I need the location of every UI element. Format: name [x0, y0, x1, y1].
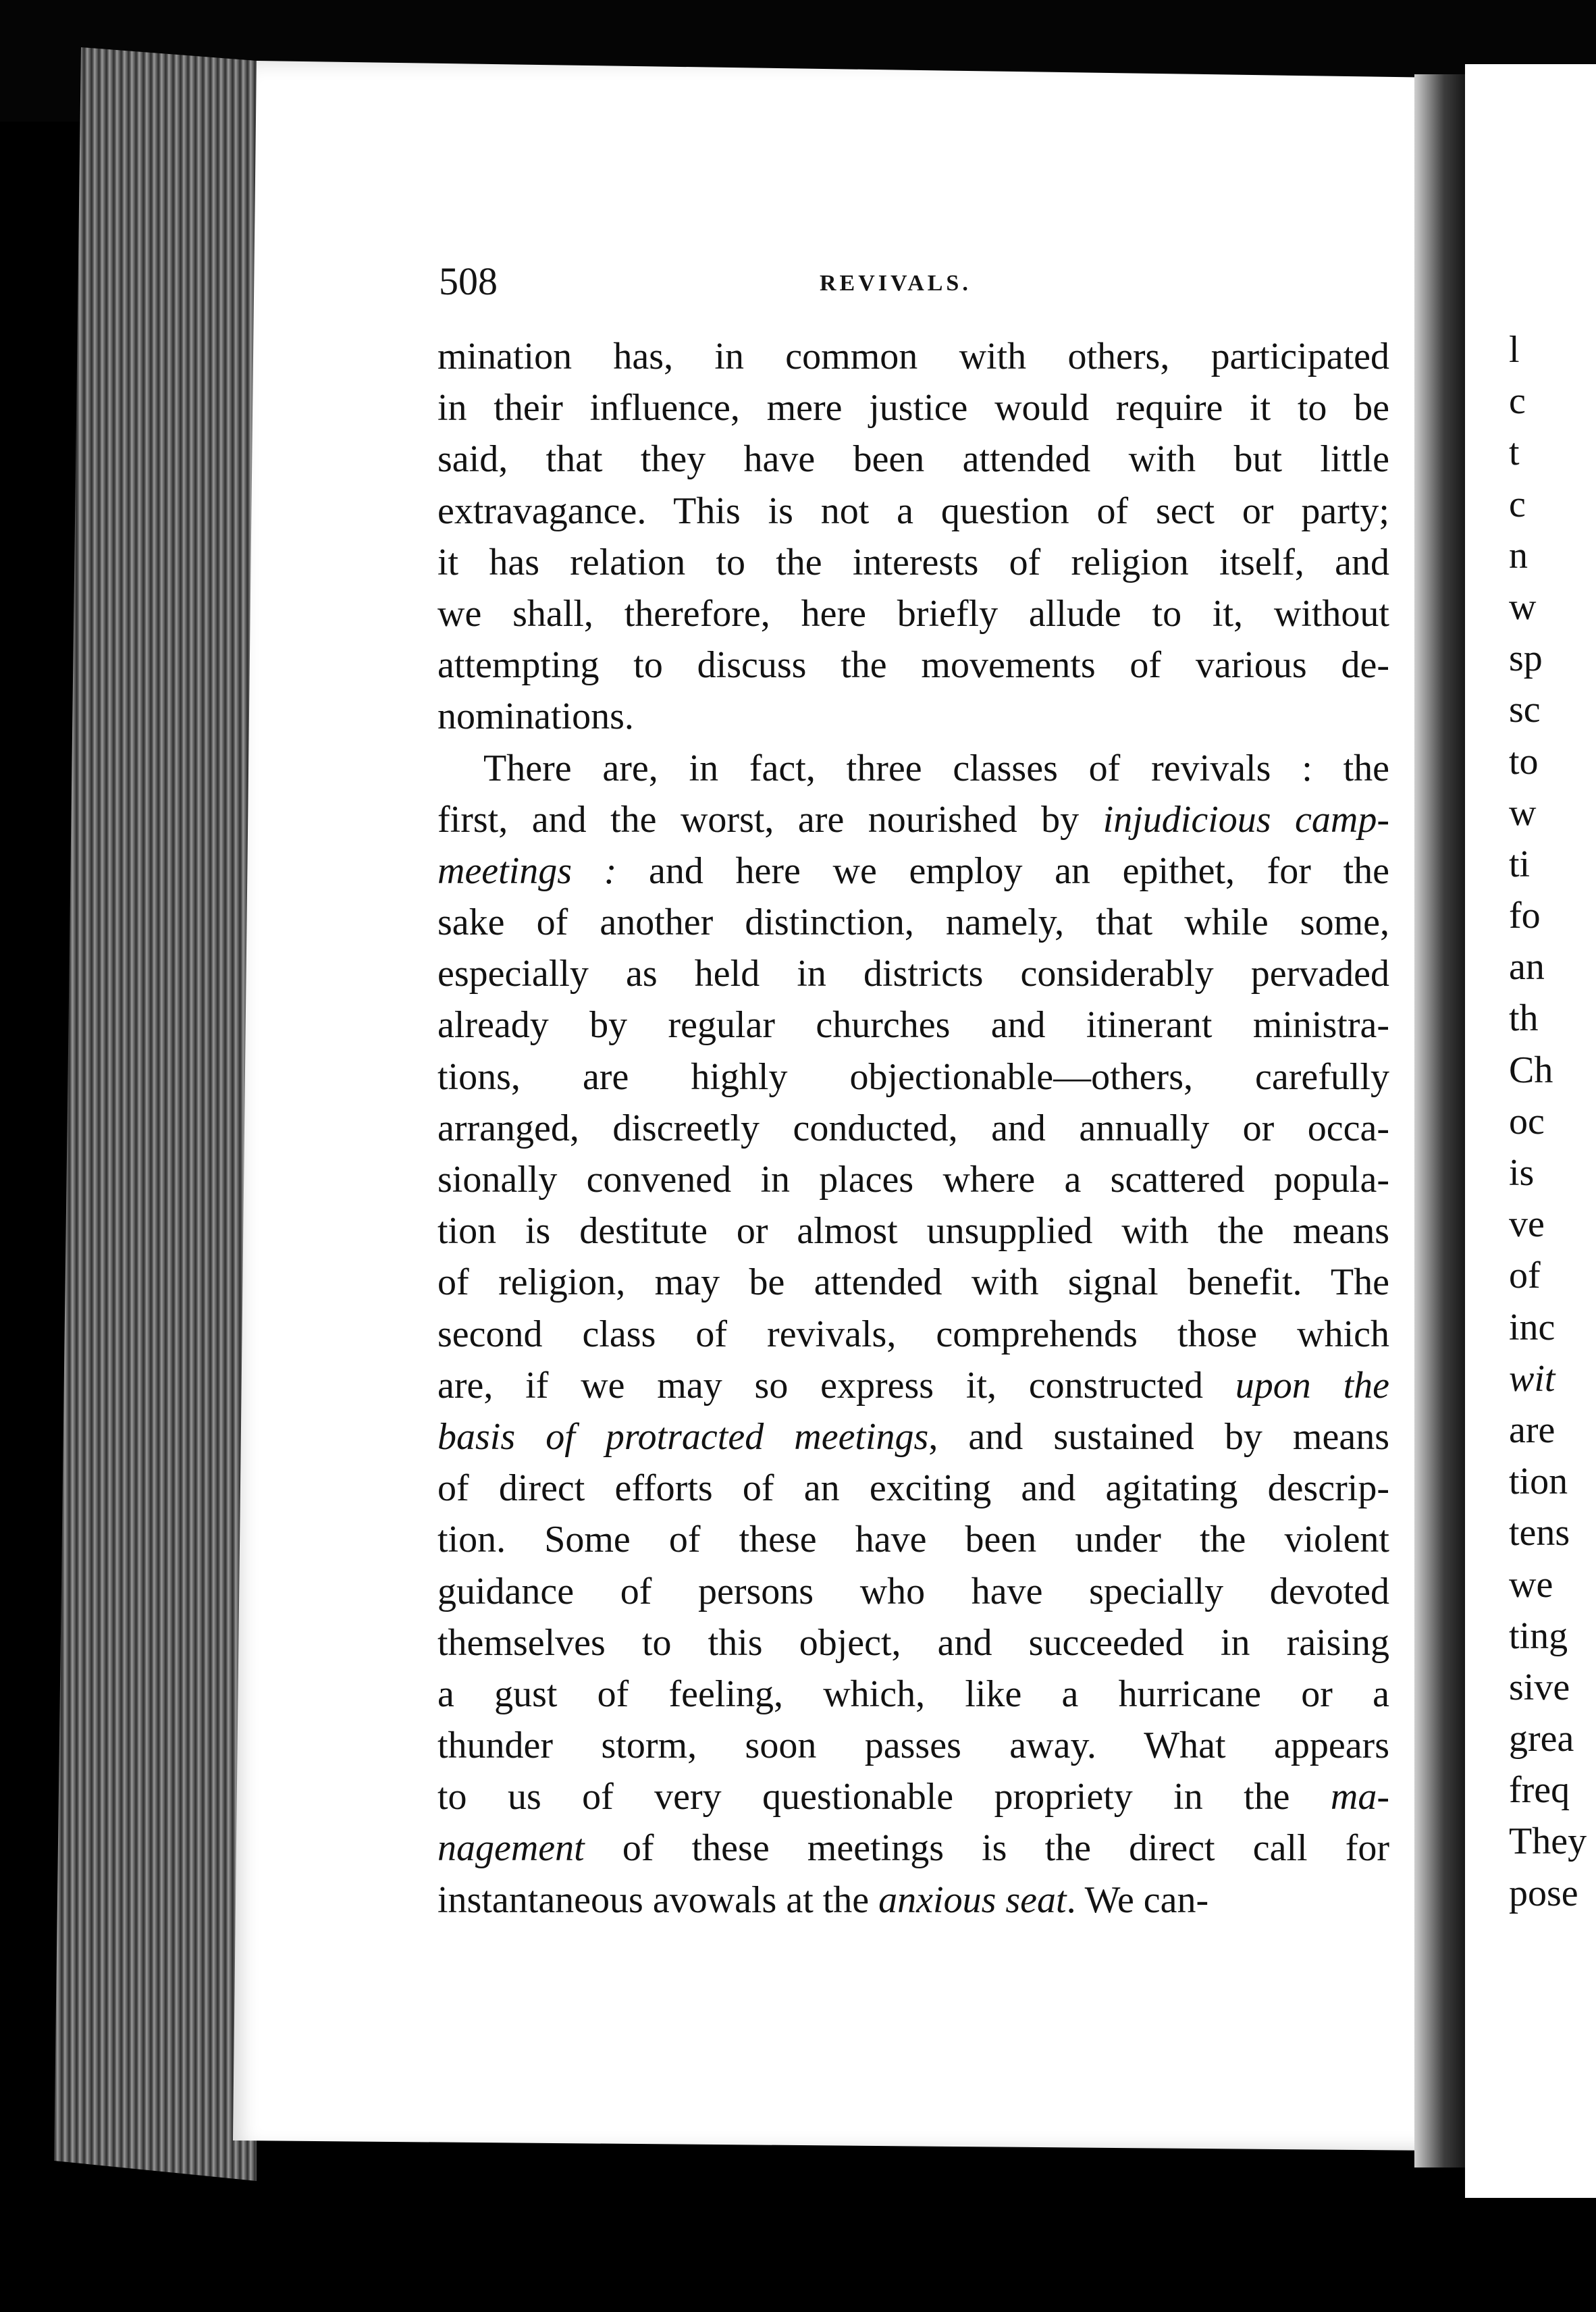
text-line — [437, 1514, 1389, 1565]
right-page-fragment: an — [1509, 946, 1545, 989]
text-segment: themselves to this object, and succeeded in raising — [437, 1621, 1389, 1664]
text-segment: said, that they have been attended with but little — [437, 438, 1389, 481]
text-line — [437, 743, 1389, 794]
page-number: 508 — [439, 259, 498, 303]
italic-text: nagement — [437, 1827, 585, 1870]
text-segment: of religion, may be attended with signal benefit. The — [437, 1261, 1389, 1304]
text-line — [437, 1822, 1389, 1874]
right-page-fragment: sive — [1509, 1666, 1570, 1708]
text-line — [437, 1103, 1389, 1154]
text-segment: we shall, therefore, here briefly allude to it, without — [437, 592, 1389, 635]
right-page-fragment: ve — [1509, 1203, 1545, 1246]
text-segment: attempting to discuss the movements of various de- — [437, 644, 1389, 687]
text-segment: in their influence, mere justice would require it to be — [437, 387, 1389, 429]
text-line — [437, 948, 1389, 999]
right-page-fragment: we — [1509, 1563, 1553, 1606]
text-segment: first, and the worst, are nourished by — [437, 798, 1103, 841]
text-line — [437, 1463, 1389, 1514]
right-page-fragment: They — [1509, 1820, 1587, 1863]
italic-text: meetings : — [437, 849, 617, 892]
text-segment: nominations. — [437, 695, 634, 738]
text-segment: instantaneous avowals at the — [437, 1878, 879, 1921]
text-line — [437, 434, 1389, 485]
book-gutter — [1414, 74, 1468, 2168]
right-page-fragment: t — [1509, 431, 1520, 474]
right-page-fragment: Ch — [1509, 1049, 1553, 1091]
right-page-fragment: sp — [1509, 637, 1543, 680]
text-line — [437, 1051, 1389, 1103]
right-page-fragment: ting — [1509, 1614, 1568, 1657]
text-segment: tion. Some of these have been under the violent — [437, 1519, 1389, 1561]
text-segment: guidance of persons who have specially devoted — [437, 1570, 1389, 1612]
right-page-fragment: wit — [1509, 1357, 1555, 1400]
italic-text: injudicious camp- — [1102, 798, 1390, 841]
right-page-fragment: of — [1509, 1255, 1541, 1297]
text-line — [437, 845, 1389, 897]
italic-text: upon the — [1235, 1364, 1389, 1407]
right-page-fragment: ti — [1509, 843, 1531, 885]
text-line — [437, 639, 1389, 691]
text-line — [437, 1669, 1389, 1720]
italic-text: ma- — [1330, 1776, 1389, 1818]
right-page-fragment: inc — [1509, 1306, 1555, 1348]
italic-text: basis of protracted meetings — [437, 1415, 929, 1458]
right-page-fragment: th — [1509, 997, 1539, 1040]
text-line — [437, 1205, 1389, 1257]
text-line — [437, 331, 1389, 382]
right-page-fragment: n — [1509, 534, 1528, 577]
text-segment: sake of another distinction, namely, that while some, — [437, 901, 1389, 944]
body-text — [437, 331, 1389, 1926]
text-line — [437, 999, 1389, 1051]
text-segment: are, if we may so express it, constructed — [437, 1364, 1235, 1407]
right-page-fragment: sc — [1509, 689, 1541, 731]
page-edges — [54, 47, 257, 2181]
right-page-fragment: l — [1509, 329, 1520, 371]
text-line — [437, 1360, 1389, 1411]
right-page-text-fragments — [1509, 324, 1587, 1919]
text-segment: and here we employ an epithet, for the — [616, 849, 1390, 892]
text-segment: . We can- — [1066, 1878, 1209, 1921]
text-line — [437, 1720, 1389, 1771]
right-page-fragment: w — [1509, 585, 1537, 628]
right-page-fragment: fo — [1509, 895, 1541, 937]
text-segment: a gust of feeling, which, like a hurricane or a — [437, 1673, 1389, 1715]
right-page-fragment: w — [1509, 791, 1537, 834]
text-line — [437, 1874, 1389, 1926]
text-segment: to us of very questionable propriety in the — [437, 1776, 1331, 1818]
text-line — [437, 1309, 1389, 1360]
text-segment: , and sustained by means — [928, 1415, 1389, 1458]
running-head: REVIVALS. — [820, 271, 972, 296]
text-line — [437, 1771, 1389, 1822]
right-page-fragment: grea — [1509, 1718, 1574, 1760]
right-page-fragment: oc — [1509, 1100, 1545, 1142]
right-page-fragment: are — [1509, 1409, 1555, 1451]
text-segment: extravagance. This is not a question of sect or party; — [437, 490, 1389, 532]
page-header — [439, 251, 1384, 312]
text-line — [437, 382, 1389, 434]
text-segment: arranged, discreetly conducted, and annually or occa- — [437, 1107, 1389, 1149]
right-page-fragment: tens — [1509, 1512, 1570, 1554]
text-line — [437, 537, 1389, 588]
text-line — [437, 794, 1389, 845]
text-line — [437, 1257, 1389, 1308]
right-page-fragment: tion — [1509, 1461, 1568, 1503]
italic-text: anxious seat — [878, 1878, 1067, 1921]
text-segment: tions, are highly objectionable—others, carefully — [437, 1055, 1389, 1098]
text-line — [437, 1617, 1389, 1669]
right-page-fragment: c — [1509, 483, 1526, 525]
text-line — [437, 691, 1389, 742]
text-segment: especially as held in districts considerably pervaded — [437, 953, 1389, 995]
text-segment: it has relation to the interests of religion itself, and — [437, 541, 1389, 583]
text-segment: mination has, in common with others, participated — [437, 336, 1389, 377]
text-segment: second class of revivals, comprehends those which — [437, 1313, 1389, 1355]
text-segment: sionally convened in places where a scattered popula- — [437, 1159, 1389, 1201]
right-page-fragment: freq — [1509, 1769, 1570, 1812]
text-line — [437, 1411, 1389, 1463]
text-segment: of these meetings is the direct call for — [584, 1827, 1389, 1870]
text-segment: of direct efforts of an exciting and agitating descrip- — [437, 1467, 1389, 1510]
text-line — [437, 1154, 1389, 1205]
text-segment: There are, in fact, three classes of revivals : the — [483, 747, 1389, 789]
right-page-fragment: to — [1509, 740, 1539, 783]
right-page-fragment: pose — [1509, 1872, 1578, 1914]
text-line — [437, 1566, 1389, 1617]
text-segment: thunder storm, soon passes away. What appears — [437, 1725, 1389, 1767]
right-page-fragment: is — [1509, 1152, 1535, 1194]
text-line — [437, 897, 1389, 948]
text-segment: already by regular churches and itinerant ministra- — [437, 1004, 1389, 1047]
text-line — [437, 485, 1389, 537]
right-page-fragment: c — [1509, 380, 1526, 423]
text-line — [437, 588, 1389, 639]
text-segment: tion is destitute or almost unsupplied with the means — [437, 1210, 1389, 1253]
